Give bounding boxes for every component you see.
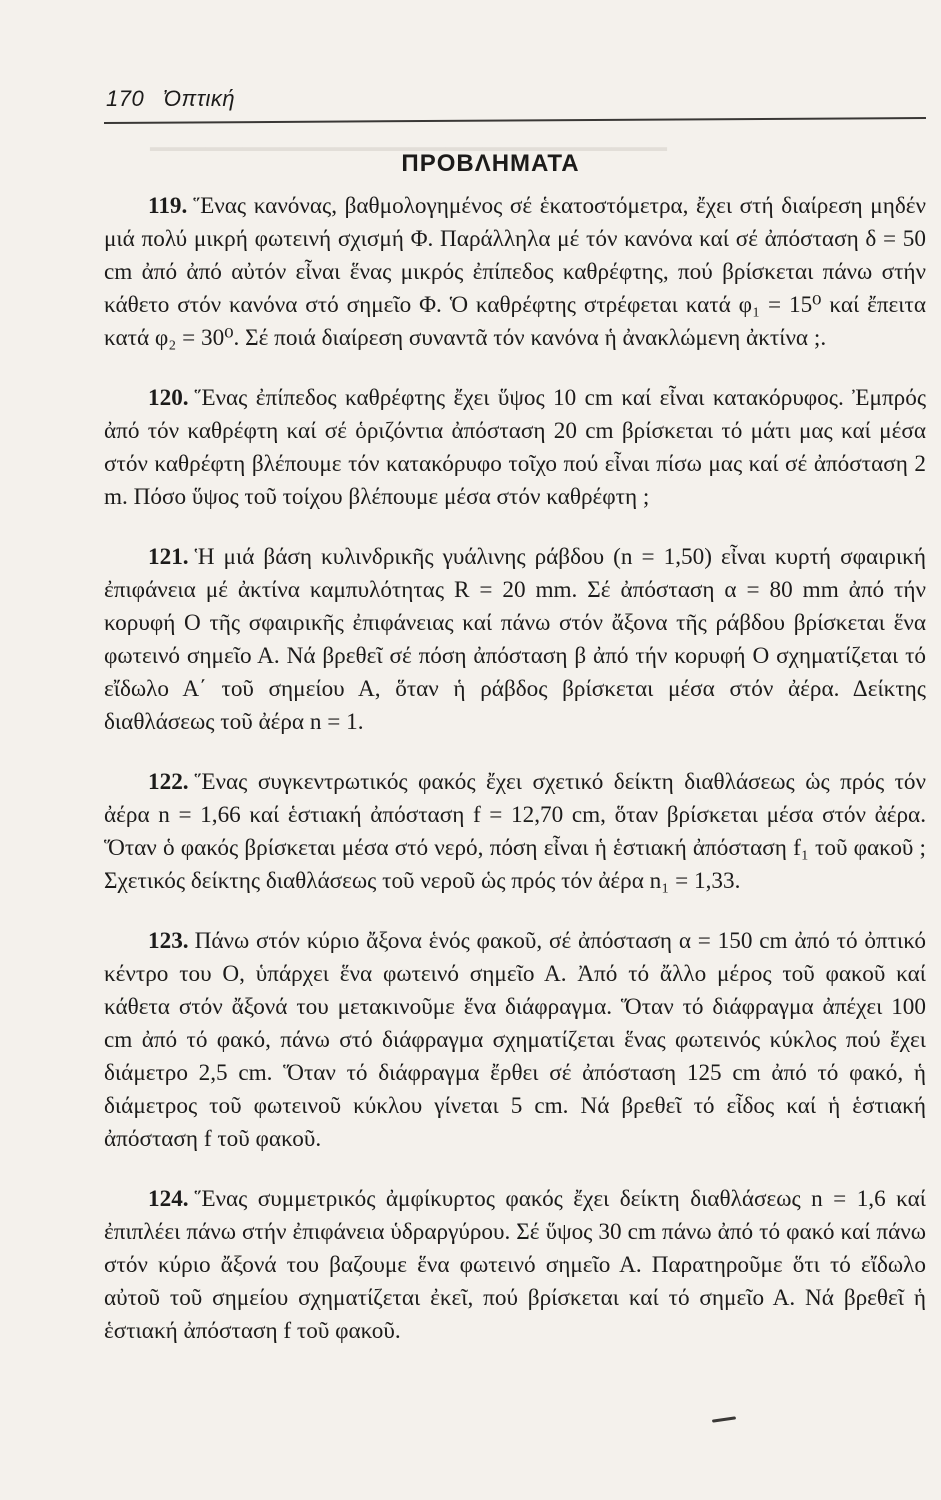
problem-list	[104, 190, 926, 1375]
problem-number: 120.	[148, 385, 189, 411]
problem-text: Ἕνας κανόνας, βαθμολογημένος σέ ἑκατοστόμετρα, ἔχει στή διαίρεση μηδέν μιά πολύ μικρή φωτεινή σχισμή Φ. Παράλληλα μέ τόν κανόνα καί σέ ἀπόσταση δ = 50 cm ἀπό ἀπό αὐτόν εἶναι ἕνας μικρός ἐπίπεδος καθρέφτης, πού βρίσκεται πάνω στήν κάθετο στόν κανόνα στό σημεῖο Φ. Ὁ καθρέφτης στρέφεται κατά φ₁ = 15⁰ καί ἔπειτα κατά φ₂ = 30⁰. Σέ ποιά διαίρεση συναντᾶ τόν κανόνα ἡ ἀνακλώμενη ἀκτίνα ;.	[104, 193, 926, 351]
problem-124	[104, 1183, 926, 1348]
running-head	[106, 86, 235, 112]
problem-121	[104, 541, 926, 739]
problem-number: 122.	[148, 769, 189, 795]
problem-123	[104, 925, 926, 1156]
problem-number: 121.	[148, 544, 189, 570]
problem-119	[104, 190, 926, 355]
problem-text: Ἕνας ἐπίπεδος καθρέφτης ἔχει ὕψος 10 cm καί εἶναι κατακόρυφος. Ἐμπρός ἀπό τόν καθρέφτη καί σέ ὁριζόντια ἀπόσταση 20 cm βρίσκεται τό μάτι μας καί μέσα στόν καθρέφτη βλέπουμε τόν κατακόρυφο τοῖχο πού εἶναι πίσω μας καί σέ ἀπόσταση 2 m. Πόσο ὕψος τοῦ τοίχου βλέπουμε μέσα στόν καθρέφτη ;	[104, 385, 926, 510]
problem-number: 124.	[148, 1186, 189, 1212]
problem-number: 123.	[148, 928, 189, 954]
problem-text: Πάνω στόν κύριο ἄξονα ἑνός φακοῦ, σέ ἀπόσταση α = 150 cm ἀπό τό ὀπτικό κέντρο του Ο, ὑπάρχει ἕνα φωτεινό σημεῖο Α. Ἀπό τό ἄλλο μέρος τοῦ φακοῦ καί κάθετα στόν ἄξονά του μετακινοῦμε ἕνα διάφραγμα. Ὅταν τό διάφραγμα ἀπέχει 100 cm ἀπό τό φακό, πάνω στό διάφραγμα σχηματίζεται ἕνας φωτεινός κύκλος πού ἔχει διάμετρο 2,5 cm. Ὅταν τό διάφραγμα ἔρθει σέ ἀπόσταση 125 cm ἀπό τό φακό, ἡ διάμετρος τοῦ φωτεινοῦ κύκλου γίνεται 5 cm. Νά βρεθεῖ τό εἶδος καί ἡ ἑστιακή ἀπόσταση f τοῦ φακοῦ.	[104, 928, 926, 1152]
problem-122	[104, 766, 926, 898]
show-through-texture: ▁▁▁▁▁▁▁▁▁▁▁▁▁▁▁▁▁▁▁▁▁▁▁▁▁▁▁▁	[150, 125, 667, 151]
problem-number: 119.	[148, 193, 188, 219]
page-number: 170	[106, 86, 145, 111]
running-title: Ὀπτική	[162, 86, 236, 111]
problem-text: Ἡ μιά βάση κυλινδρικῆς γυάλινης ράβδου (n = 1,50) εἶναι κυρτή σφαιρική ἐπιφάνεια μέ ἀκτίνα καμπυλότητας R = 20 mm. Σέ ἀπόσταση α = 80 mm ἀπό τήν κορυφή Ο τῆς σφαιρικῆς ἐπιφάνειας καί πάνω στόν ἄξονα τῆς ράβδου βρίσκεται ἕνα φωτεινό σημεῖο Α. Νά βρεθεῖ σέ πόση ἀπόσταση β ἀπό τήν κορυφή Ο σχηματίζεται τό εἴδωλο Α΄ τοῦ σημείου Α, ὅταν ἡ ράβδος βρίσκεται μέσα στόν ἀέρα. Δείκτης διαθλάσεως τοῦ ἀέρα n = 1.	[104, 544, 926, 735]
pen-mark	[712, 1416, 736, 1422]
problem-text: Ἕνας συγκεντρωτικός φακός ἔχει σχετικό δείκτη διαθλάσεως ὡς πρός τόν ἀέρα n = 1,66 καί ἑστιακή ἀπόσταση f = 12,70 cm, ὅταν βρίσκεται μέσα στόν ἀέρα. Ὅταν ὁ φακός βρίσκεται μέσα στό νερό, πόση εἶναι ἡ ἑστιακή ἀπόσταση f₁ τοῦ φακοῦ ; Σχετικός δείκτης διαθλάσεως τοῦ νεροῦ ὡς πρός τόν ἀέρα n₁ = 1,33.	[104, 769, 926, 894]
problem-120	[104, 382, 926, 514]
problem-text: Ἕνας συμμετρικός ἀμφίκυρτος φακός ἔχει δείκτη διαθλάσεως n = 1,6 καί ἐπιπλέει πάνω στήν ἐπιφάνεια ὑδραργύρου. Σέ ὕψος 30 cm πάνω ἀπό τό φακό καί πάνω στόν κύριο ἄξονά του βαζουμε ἕνα φωτεινό σημεῖο Α. Παρατηροῦμε ὅτι τό εἴδωλο αὐτοῦ τοῦ σημείου σχηματίζεται ἐκεῖ, πού βρίσκεται καί τό σημεῖο Α. Νά βρεθεῖ ἡ ἑστιακή ἀπόσταση f τοῦ φακοῦ.	[104, 1186, 926, 1344]
section-title: ΠΡΟΒΛΗΜΑΤΑ	[401, 150, 580, 177]
